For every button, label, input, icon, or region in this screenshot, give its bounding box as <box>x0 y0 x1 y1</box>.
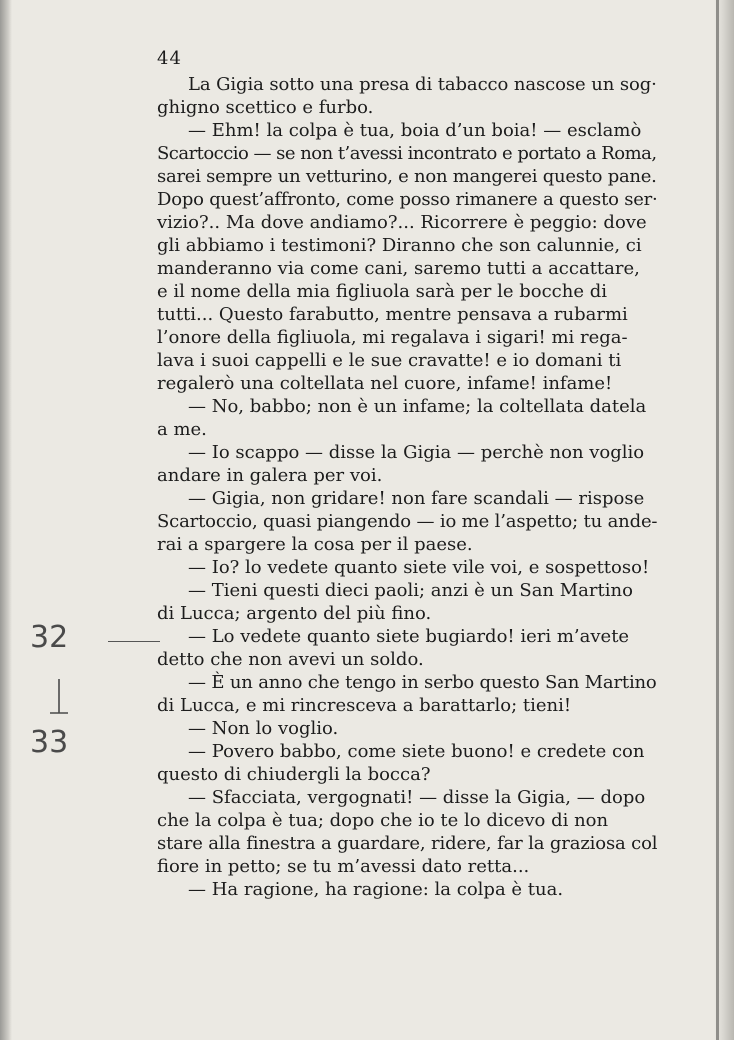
text-line: vizio?.. Ma dove andiamo?... Ricorrere è peggio: dove <box>157 212 647 233</box>
page-number: 44 <box>157 48 182 69</box>
text-line: stare alla finestra a guardare, ridere, far la graziosa col <box>157 833 658 854</box>
text-line: regalerò una coltellata nel cuore, infame! infame! <box>157 373 613 394</box>
text-line: a me. <box>157 419 207 440</box>
text-line: lava i suoi cappelli e le sue cravatte! e io domani ti <box>157 350 622 371</box>
text-line: — Io scappo — disse la Gigia — perchè non voglio <box>188 442 645 463</box>
scan-shadow-left <box>0 0 12 1040</box>
text-line: gli abbiamo i testimoni? Diranno che son calunnie, ci <box>157 235 642 256</box>
text-line: — Lo vedete quanto siete bugiardo! ieri m’avete <box>188 626 630 647</box>
text-line: — Io? lo vedete quanto siete vile voi, e sospettoso! <box>188 557 650 578</box>
text-line: manderanno via come cani, saremo tutti a accattare, <box>157 258 640 279</box>
text-line: Scartoccio — se non t’avessi incontrato e portato a Roma, <box>157 143 657 164</box>
text-line: e il nome della mia figliuola sarà per le bocche di <box>157 281 608 302</box>
text-line: La Gigia sotto una presa di tabacco nascose un sog· <box>188 74 657 95</box>
text-line: tutti... Questo farabutto, mentre pensava a rubarmi <box>157 304 628 325</box>
text-line: l’onore della figliuola, mi regalava i sigari! mi rega- <box>157 327 628 348</box>
text-line: andare in galera per voi. <box>157 465 383 486</box>
text-line: — Gigia, non gridare! non fare scandali — rispose <box>188 488 645 509</box>
text-line: questo di chiudergli la bocca? <box>157 764 431 785</box>
margin-pointer-line <box>108 641 160 642</box>
text-line: di Lucca; argento del più fino. <box>157 603 432 624</box>
text-line: — Sfacciata, vergognati! — disse la Gigia, — dopo <box>188 787 646 808</box>
margin-note-top: 32 <box>30 620 69 655</box>
text-line: — È un anno che tengo in serbo questo San Martino <box>188 672 657 693</box>
margin-note-bottom: 33 <box>30 725 69 760</box>
binding-edge-line <box>716 0 719 1040</box>
text-line: Dopo quest’affronto, come posso rimanere a questo ser· <box>157 189 658 210</box>
text-line: — Tieni questi dieci paoli; anzi è un San Martino <box>188 580 633 601</box>
text-line: — No, babbo; non è un infame; la coltellata datela <box>188 396 647 417</box>
page-text <box>157 73 657 901</box>
text-line: fiore in petto; se tu m’avessi dato retta... <box>157 856 530 877</box>
text-line: — Ha ragione, ha ragione: la colpa è tua. <box>188 879 564 900</box>
text-line: di Lucca, e mi rincresceva a barattarlo; tieni! <box>157 695 572 716</box>
text-line: Scartoccio, quasi piangendo — io me l’aspetto; tu ande- <box>157 511 658 532</box>
text-line: — Non lo voglio. <box>188 718 339 739</box>
text-line: ghigno scettico e furbo. <box>157 97 374 118</box>
text-line: rai a spargere la cosa per il paese. <box>157 534 473 555</box>
text-line: — Povero babbo, come siete buono! e credete con <box>188 741 645 762</box>
text-line: che la colpa è tua; dopo che io te lo dicevo di non <box>157 810 609 831</box>
text-line: sarei sempre un vetturino, e non mangerei questo pane. <box>157 166 657 187</box>
margin-divider-mark <box>48 675 70 720</box>
text-line: — Ehm! la colpa è tua, boia d’un boia! — esclamò <box>188 120 642 141</box>
text-line: detto che non avevi un soldo. <box>157 649 424 670</box>
